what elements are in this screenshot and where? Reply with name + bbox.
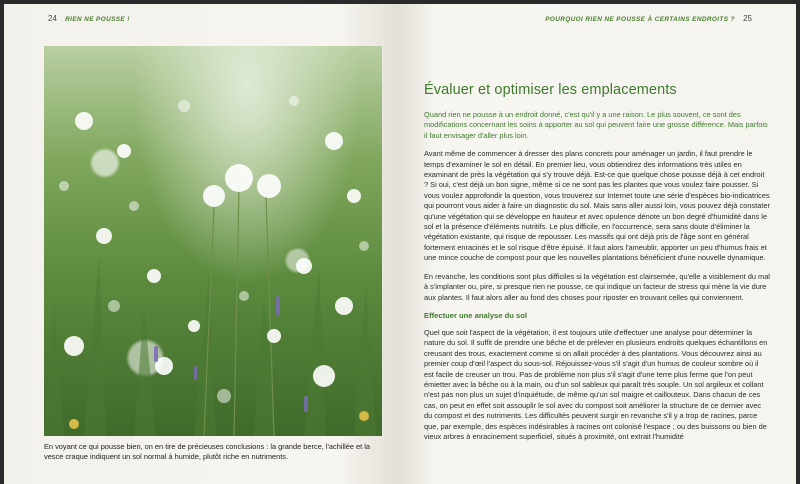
right-running-head bbox=[545, 14, 758, 23]
left-running-head bbox=[42, 14, 130, 23]
subsection-heading: Effectuer une analyse du sol bbox=[424, 310, 527, 320]
meadow-photo bbox=[44, 46, 382, 436]
right-page bbox=[396, 4, 796, 484]
right-page-number: 25 bbox=[743, 14, 752, 23]
body-paragraph: En revanche, les conditions sont plus difficiles si la végétation est clairsemée, qu'elle a visiblement du mal à s'implanter ou, pire, si presque rien ne pousse, ce qui indique un facteur de stress qui mène la vie dure aux plantes. Il faut alors aller au fond des choses pour riposter en trouvant celles qui conviennent. bbox=[424, 271, 770, 302]
article-content bbox=[424, 82, 770, 450]
right-running-title: POURQUOI RIEN NE POUSSE À CERTAINS ENDROITS ? bbox=[545, 16, 735, 23]
body-paragraph: Avant même de commencer à dresser des plans concrets pour aménager un jardin, il faut prendre le temps d'examiner le sol en détail. En premier lieu, vous obtiendrez des informations très utiles en examinant de près la végétation qui s'y trouve déjà. Est-ce que quelque chose pousse déjà à cet endroit ? Si oui, c'est déjà un bon signe, même si ce ne sont pas les plantes que vous voulez faire pousser. Si vous voulez approfondir la question, vous trouverez sur Internet toute une série d'espèces bio-indicatrices qui pourront vous aider à faire un diagnostic du sol. Mais sans aller aussi loin, vous pouvez déjà constater qu'une végétation qui se développe en hauteur et avec opulence dénote un bon degré d'humidité dans le sol et la présence d'éléments nutritifs. Le plus difficile, en l'occurrence, sera sans doute d'éliminer la végétation existante, qui risque de repousser. Les massifs qui ont déjà pris de l'âge sont en général fortement enracinés et le sol risque d'être épuisé. Il faut alors l'ameublir, apporter un peu d'humus frais et une mince couche de compost pour que les nouvelles plantations bénéficient d'une nouvelle dynamique. bbox=[424, 149, 770, 263]
left-page bbox=[4, 4, 396, 484]
photo-caption: En voyant ce qui pousse bien, on en tire de précieuses conclusions : la grande berce, l'achillée et la vesce craque indiquent un sol normal à humide, plutôt riche en nutriments. bbox=[44, 442, 370, 461]
book-spread bbox=[4, 4, 796, 484]
meadow-illustration bbox=[44, 46, 382, 436]
intro-paragraph: Quand rien ne pousse à un endroit donné, c'est qu'il y a une raison. Le plus souvent, ce sont des modifications concernant les soins à apporter au sol qui peuvent faire une grosse différence. Mais parfois il faut envisager d'aller plus loin. bbox=[424, 110, 768, 140]
body-paragraph: Quel que soit l'aspect de la végétation, il est toujours utile d'effectuer une analyse pour déterminer la nature du sol. Il suffit de prendre une bêche et de prélever en plusieurs endroits quelques échantillons en creusant des trous, exactement comme si on allait procéder à des plantations. Vous découvrez ainsi au premier coup d'œil l'aspect du sous-sol. Réjouissez-vous s'il s'agit d'un humus de couleur sombre où il est facile de creuser un trou. Pas de problème non plus s'il s'agit d'une terre plus ferme que l'on peut émietter avec la bêche ou à la main, ou d'un sol sableux qui paraît très souple. Un sol argileux et collant n'est pas non plus un sujet d'inquiétude, de même qu'un sol maigre et caillouteux. Dans chacun de ces cas, on peut en effet soit assouplir le sol avec du compost soit améliorer la structure de ce dernier avec du compost et des nutriments. Les difficultés peuvent surgir en revanche s'il y a trop de racines, parce que, par exemple, des espèces indésirables à racines ont colonisé l'espace ; ou des buissons ou bien de vieux arbres à enracinement superficiel, situés à proximité, ont extrait l'humidité bbox=[424, 327, 768, 441]
left-running-title: RIEN NE POUSSE ! bbox=[65, 16, 130, 23]
left-page-number: 24 bbox=[48, 14, 57, 23]
section-heading: Évaluer et optimiser les emplacements bbox=[424, 82, 677, 98]
